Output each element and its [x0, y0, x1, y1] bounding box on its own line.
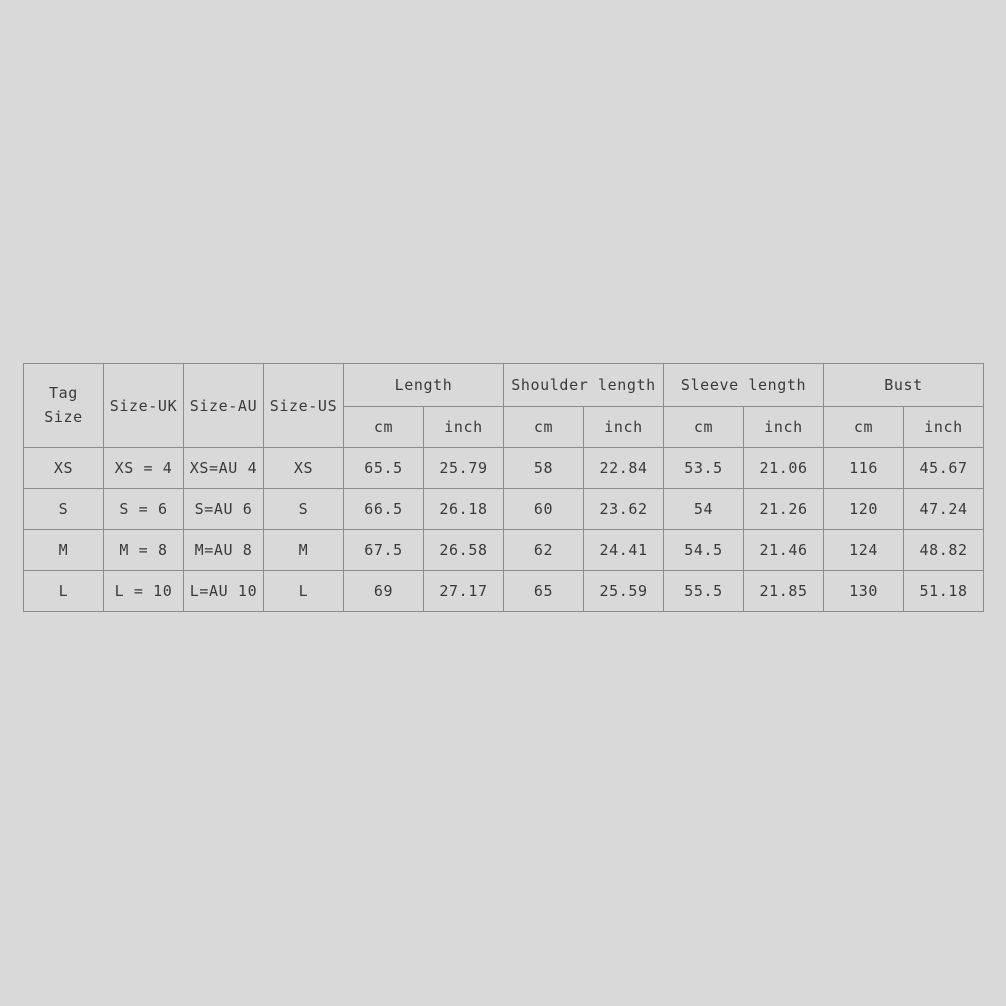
table-row [24, 530, 984, 571]
cell-size-us: L [264, 571, 344, 612]
cell-size-us: S [264, 489, 344, 530]
cell-size-us: M [264, 530, 344, 571]
cell-size-us: XS [264, 448, 344, 489]
cell-bust-inch: 45.67 [904, 448, 984, 489]
cell-length-cm: 66.5 [344, 489, 424, 530]
cell-size-au: L=AU 10 [184, 571, 264, 612]
cell-shoulder-inch: 25.59 [584, 571, 664, 612]
header-group-bust: Bust [824, 364, 984, 407]
cell-bust-inch: 48.82 [904, 530, 984, 571]
size-chart-container [23, 363, 984, 612]
cell-bust-inch: 47.24 [904, 489, 984, 530]
table-row [24, 571, 984, 612]
cell-length-inch: 25.79 [424, 448, 504, 489]
header-bust-cm: cm [824, 407, 904, 448]
cell-tag-size: S [24, 489, 104, 530]
cell-sleeve-cm: 55.5 [664, 571, 744, 612]
cell-sleeve-cm: 53.5 [664, 448, 744, 489]
cell-shoulder-cm: 58 [504, 448, 584, 489]
cell-sleeve-cm: 54 [664, 489, 744, 530]
cell-bust-cm: 120 [824, 489, 904, 530]
cell-size-uk: XS = 4 [104, 448, 184, 489]
cell-size-au: XS=AU 4 [184, 448, 264, 489]
cell-size-uk: M = 8 [104, 530, 184, 571]
cell-shoulder-cm: 60 [504, 489, 584, 530]
table-row [24, 448, 984, 489]
cell-size-au: S=AU 6 [184, 489, 264, 530]
cell-length-cm: 67.5 [344, 530, 424, 571]
header-length-cm: cm [344, 407, 424, 448]
cell-shoulder-cm: 65 [504, 571, 584, 612]
header-group-shoulder-length: Shoulder length [504, 364, 664, 407]
cell-tag-size: L [24, 571, 104, 612]
header-shoulder-cm: cm [504, 407, 584, 448]
cell-bust-cm: 124 [824, 530, 904, 571]
header-length-inch: inch [424, 407, 504, 448]
cell-size-uk: S = 6 [104, 489, 184, 530]
cell-shoulder-inch: 22.84 [584, 448, 664, 489]
cell-sleeve-inch: 21.85 [744, 571, 824, 612]
cell-shoulder-inch: 23.62 [584, 489, 664, 530]
header-group-length: Length [344, 364, 504, 407]
header-group-sleeve-length: Sleeve length [664, 364, 824, 407]
header-size-uk: Size-UK [104, 364, 184, 448]
table-header-row-groups [24, 364, 984, 407]
header-size-au: Size-AU [184, 364, 264, 448]
cell-length-cm: 69 [344, 571, 424, 612]
cell-bust-inch: 51.18 [904, 571, 984, 612]
cell-length-inch: 26.58 [424, 530, 504, 571]
cell-sleeve-inch: 21.46 [744, 530, 824, 571]
cell-shoulder-cm: 62 [504, 530, 584, 571]
cell-length-inch: 27.17 [424, 571, 504, 612]
header-size-us: Size-US [264, 364, 344, 448]
table-row [24, 489, 984, 530]
header-tag-size-line1: Tag [49, 384, 78, 403]
cell-length-cm: 65.5 [344, 448, 424, 489]
cell-tag-size: XS [24, 448, 104, 489]
cell-tag-size: M [24, 530, 104, 571]
cell-length-inch: 26.18 [424, 489, 504, 530]
cell-sleeve-cm: 54.5 [664, 530, 744, 571]
cell-shoulder-inch: 24.41 [584, 530, 664, 571]
cell-size-au: M=AU 8 [184, 530, 264, 571]
cell-bust-cm: 116 [824, 448, 904, 489]
header-sleeve-inch: inch [744, 407, 824, 448]
header-bust-inch: inch [904, 407, 984, 448]
header-shoulder-inch: inch [584, 407, 664, 448]
size-chart-table [23, 363, 984, 612]
header-tag-size-line2: Size [44, 407, 83, 426]
header-tag-size [24, 364, 104, 448]
cell-bust-cm: 130 [824, 571, 904, 612]
header-sleeve-cm: cm [664, 407, 744, 448]
cell-sleeve-inch: 21.26 [744, 489, 824, 530]
cell-sleeve-inch: 21.06 [744, 448, 824, 489]
cell-size-uk: L = 10 [104, 571, 184, 612]
